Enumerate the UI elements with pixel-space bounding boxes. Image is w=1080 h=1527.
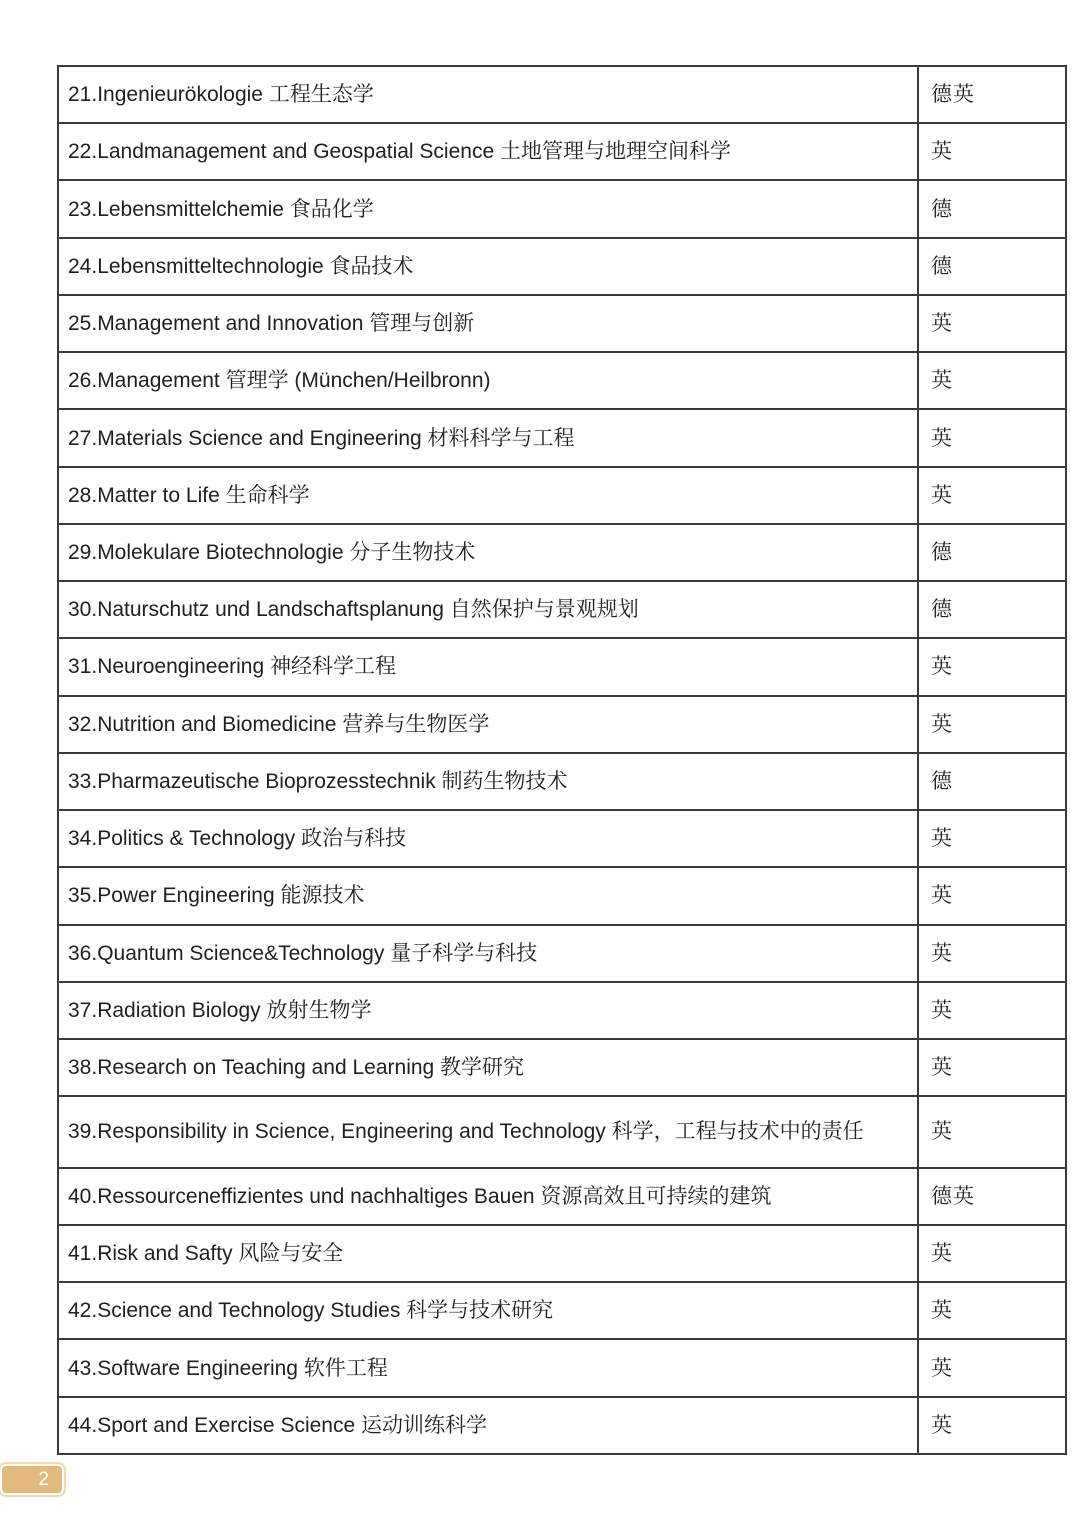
language-cell: 德英 <box>918 1168 1066 1225</box>
table-row <box>58 867 1066 924</box>
program-name-cell: 22.Landmanagement and Geospatial Science 土地管理与地理空间科学 <box>58 123 918 180</box>
language-cell: 英 <box>918 925 1066 982</box>
language-cell: 英 <box>918 982 1066 1039</box>
program-name-cell: 43.Software Engineering 软件工程 <box>58 1339 918 1396</box>
table-row <box>58 982 1066 1039</box>
language-cell: 英 <box>918 409 1066 466</box>
table-row <box>58 753 1066 810</box>
table-row <box>58 295 1066 352</box>
page-number-badge: 2 <box>0 1464 64 1495</box>
program-name-cell: 28.Matter to Life 生命科学 <box>58 467 918 524</box>
program-name-cell: 36.Quantum Science&Technology 量子科学与科技 <box>58 925 918 982</box>
language-cell: 德 <box>918 524 1066 581</box>
table-row <box>58 638 1066 695</box>
language-cell: 英 <box>918 696 1066 753</box>
table-row <box>58 1225 1066 1282</box>
program-name-cell: 40.Ressourceneffizientes und nachhaltiges Bauen 资源高效且可持续的建筑 <box>58 1168 918 1225</box>
programs-table <box>57 65 1067 1455</box>
table-row <box>58 810 1066 867</box>
language-cell: 英 <box>918 467 1066 524</box>
language-cell: 英 <box>918 295 1066 352</box>
program-name-cell: 41.Risk and Safty 风险与安全 <box>58 1225 918 1282</box>
table-row <box>58 581 1066 638</box>
language-cell: 英 <box>918 638 1066 695</box>
table-row <box>58 925 1066 982</box>
language-cell: 英 <box>918 1282 1066 1339</box>
program-name-cell: 24.Lebensmitteltechnologie 食品技术 <box>58 238 918 295</box>
language-cell: 英 <box>918 1339 1066 1396</box>
language-cell: 德 <box>918 180 1066 237</box>
language-cell: 英 <box>918 810 1066 867</box>
language-cell: 英 <box>918 352 1066 409</box>
program-name-cell: 44.Sport and Exercise Science 运动训练科学 <box>58 1397 918 1454</box>
language-cell: 德 <box>918 753 1066 810</box>
table-row <box>58 1282 1066 1339</box>
program-name-cell: 26.Management 管理学 (München/Heilbronn) <box>58 352 918 409</box>
language-cell: 英 <box>918 1096 1066 1168</box>
program-name-cell: 23.Lebensmittelchemie 食品化学 <box>58 180 918 237</box>
program-name-cell: 27.Materials Science and Engineering 材料科学与工程 <box>58 409 918 466</box>
program-name-cell: 37.Radiation Biology 放射生物学 <box>58 982 918 1039</box>
table-row <box>58 180 1066 237</box>
table-row <box>58 352 1066 409</box>
program-name-cell: 34.Politics & Technology 政治与科技 <box>58 810 918 867</box>
table-row <box>58 467 1066 524</box>
language-cell: 英 <box>918 1039 1066 1096</box>
language-cell: 英 <box>918 867 1066 924</box>
language-cell: 英 <box>918 123 1066 180</box>
program-name-cell: 29.Molekulare Biotechnologie 分子生物技术 <box>58 524 918 581</box>
table-row <box>58 696 1066 753</box>
program-name-cell: 42.Science and Technology Studies 科学与技术研究 <box>58 1282 918 1339</box>
language-cell: 德 <box>918 581 1066 638</box>
program-name-cell: 30.Naturschutz und Landschaftsplanung 自然保护与景观规划 <box>58 581 918 638</box>
program-name-cell: 32.Nutrition and Biomedicine 营养与生物医学 <box>58 696 918 753</box>
programs-table-body <box>58 66 1066 1454</box>
program-name-cell: 25.Management and Innovation 管理与创新 <box>58 295 918 352</box>
program-name-cell: 38.Research on Teaching and Learning 教学研究 <box>58 1039 918 1096</box>
table-row <box>58 66 1066 123</box>
language-cell: 德 <box>918 238 1066 295</box>
table-row <box>58 1096 1066 1168</box>
program-name-cell: 35.Power Engineering 能源技术 <box>58 867 918 924</box>
table-row <box>58 1168 1066 1225</box>
table-row <box>58 123 1066 180</box>
table-row <box>58 1039 1066 1096</box>
table-row <box>58 524 1066 581</box>
language-cell: 英 <box>918 1397 1066 1454</box>
program-name-cell: 33.Pharmazeutische Bioprozesstechnik 制药生物技术 <box>58 753 918 810</box>
table-row <box>58 1397 1066 1454</box>
program-name-cell: 21.Ingenieurökologie 工程生态学 <box>58 66 918 123</box>
table-row <box>58 238 1066 295</box>
program-name-cell: 31.Neuroengineering 神经科学工程 <box>58 638 918 695</box>
language-cell: 英 <box>918 1225 1066 1282</box>
table-row <box>58 409 1066 466</box>
language-cell: 德英 <box>918 66 1066 123</box>
table-row <box>58 1339 1066 1396</box>
program-name-cell: 39.Responsibility in Science, Engineering and Technology 科学，工程与技术中的责任 <box>58 1096 918 1168</box>
